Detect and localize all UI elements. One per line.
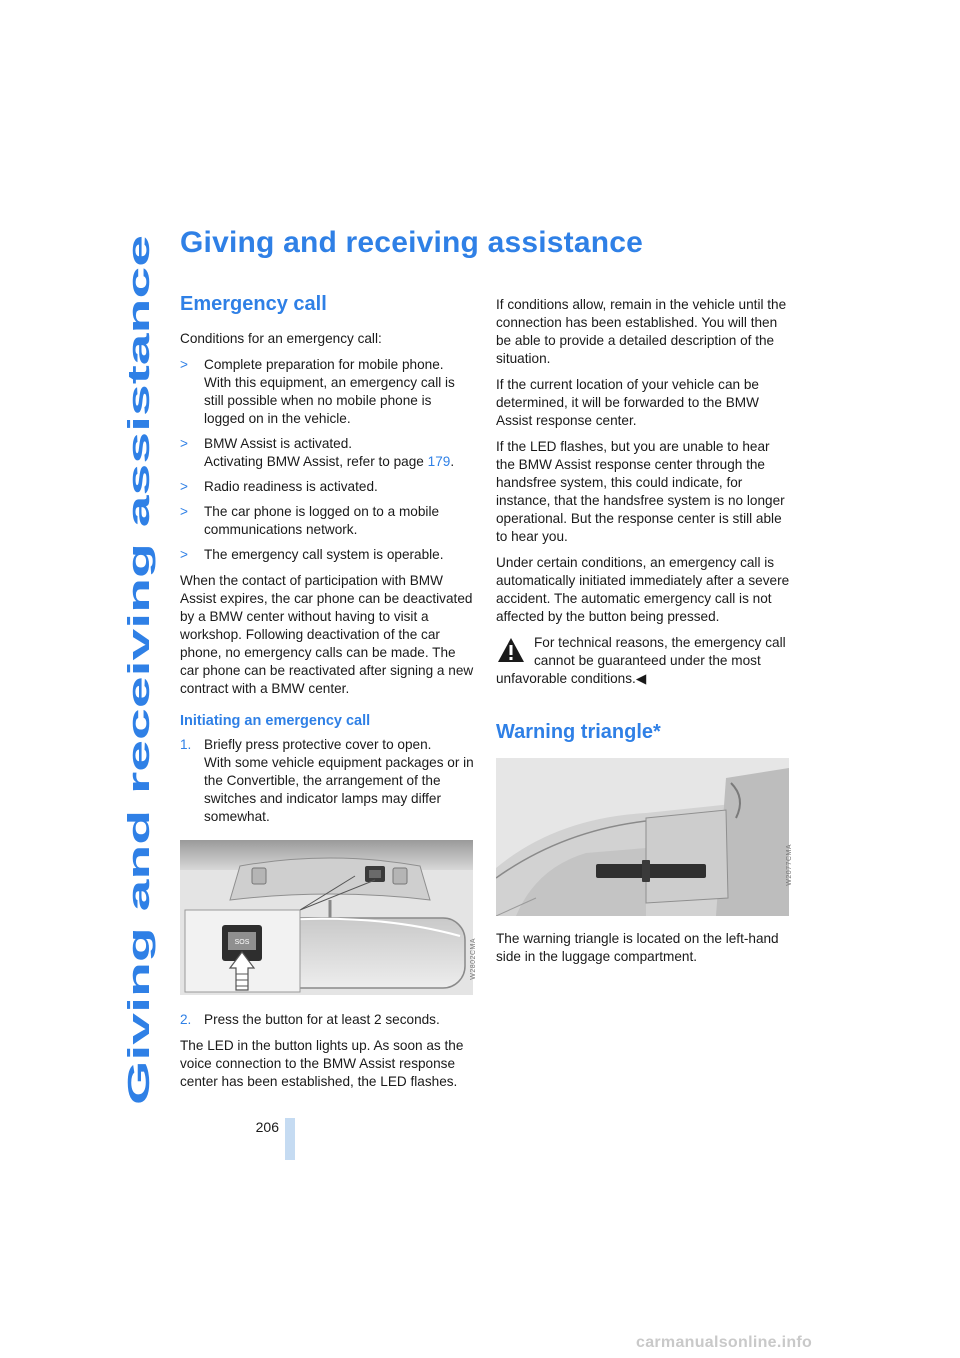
right-column bbox=[496, 296, 792, 974]
left-column bbox=[180, 292, 475, 1099]
bullet-mark: > bbox=[180, 504, 188, 519]
warning-triangle-heading: Warning triangle* bbox=[496, 721, 661, 743]
initiating-steps-continued bbox=[180, 1011, 475, 1029]
bullet-mark: > bbox=[180, 479, 188, 494]
sos-label: SOS bbox=[234, 939, 250, 946]
page-reference-link[interactable]: 179 bbox=[427, 454, 451, 469]
list-item bbox=[180, 478, 475, 496]
warning-text-end: unfavorable conditions. bbox=[496, 671, 636, 686]
condition-detail: Activating BMW Assist, refer to page bbox=[204, 454, 428, 469]
condition-text: The car phone is logged on to a mobile communications network. bbox=[204, 504, 440, 537]
paragraph: If the LED flashes, but you are unable to hear the BMW Assist response center through the handsfree system, this could indicate, for instance, that the handsfree system is no longer operational. But the response center is still able to hear you. bbox=[496, 439, 785, 544]
initiating-steps bbox=[180, 736, 475, 826]
paragraph: Under certain conditions, an emergency call is automatically initiated immediately after a severe accident. The automatic emergency call is not affected by the button being pressed. bbox=[496, 555, 790, 624]
luggage-compartment-figure bbox=[496, 758, 793, 916]
list-item bbox=[180, 435, 475, 471]
condition-text: BMW Assist is activated. bbox=[204, 436, 353, 451]
triangle-location-text: The warning triangle is located on the left-hand side in the luggage compartment. bbox=[496, 931, 779, 964]
list-item bbox=[180, 736, 475, 826]
conditions-list bbox=[180, 356, 475, 564]
initiating-heading: Initiating an emergency call bbox=[180, 713, 371, 729]
figure-code: W2077CMA bbox=[786, 844, 793, 886]
step-number: 2. bbox=[180, 1012, 192, 1027]
end-mark-icon: ◀ bbox=[635, 671, 647, 686]
step-text: Press the button for at least 2 seconds. bbox=[204, 1012, 440, 1027]
led-paragraph: The LED in the button lights up. As soon as the voice connection to the BMW Assist response center has been established, the LED flashes. bbox=[180, 1038, 464, 1089]
step-number: 1. bbox=[180, 737, 192, 752]
page-title: Giving and receiving assistance bbox=[180, 226, 644, 259]
figure-code: W2802CMA bbox=[470, 938, 477, 980]
luggage-compartment-illustration bbox=[496, 758, 789, 916]
list-item bbox=[180, 503, 475, 539]
contract-paragraph: When the contact of participation with BMW Assist expires, the car phone can be deactivated by a BMW center without having to visit a workshop. Following deactivation of the car phone, no emergency calls can be made. The car phone can be reactivated after signing a new contract with a BMW center. bbox=[180, 573, 474, 696]
conditions-intro: Conditions for an emergency call: bbox=[180, 331, 382, 346]
warning-triangle-icon bbox=[496, 636, 526, 664]
page-number: 206 bbox=[255, 1119, 279, 1135]
list-item bbox=[180, 356, 475, 428]
emergency-call-heading: Emergency call bbox=[180, 293, 327, 315]
side-title-text: Giving and receiving assistance bbox=[121, 632, 156, 1105]
side-title-graphic bbox=[113, 235, 161, 1105]
condition-period: . bbox=[450, 454, 455, 469]
condition-text: The emergency call system is operable. bbox=[204, 547, 444, 562]
step-text: Briefly press protective cover to open. bbox=[204, 737, 432, 752]
bullet-mark: > bbox=[180, 436, 188, 451]
condition-text: Radio readiness is activated. bbox=[204, 479, 378, 494]
list-item bbox=[180, 1011, 475, 1029]
list-item bbox=[180, 546, 475, 564]
bullet-mark: > bbox=[180, 547, 188, 562]
condition-detail: With this equipment, an emergency call is still possible when no mobile phone is logged on in the vehicle. bbox=[204, 375, 455, 426]
paragraph: If conditions allow, remain in the vehicle until the connection has been established. You will then be able to provide a detailed description of the situation. bbox=[496, 297, 787, 366]
warning-note bbox=[496, 634, 792, 688]
side-title bbox=[113, 235, 161, 1105]
bullet-mark: > bbox=[180, 357, 188, 372]
warning-text-continued bbox=[496, 670, 792, 688]
sos-button-figure bbox=[180, 840, 477, 995]
footer-watermark: carmanualsonline.info bbox=[636, 1334, 813, 1351]
sos-button-illustration bbox=[180, 840, 473, 995]
paragraph: If the current location of your vehicle can be determined, it will be forwarded to the BMW Assist response center. bbox=[496, 377, 759, 428]
condition-text: Complete preparation for mobile phone. bbox=[204, 357, 444, 372]
warning-text: For technical reasons, the emergency call cannot be guaranteed under the most bbox=[534, 635, 786, 668]
step-detail: With some vehicle equipment packages or in the Convertible, the arrangement of the switches and indicator lamps may differ somewhat. bbox=[204, 755, 474, 824]
page-marker-bar bbox=[285, 1118, 295, 1160]
